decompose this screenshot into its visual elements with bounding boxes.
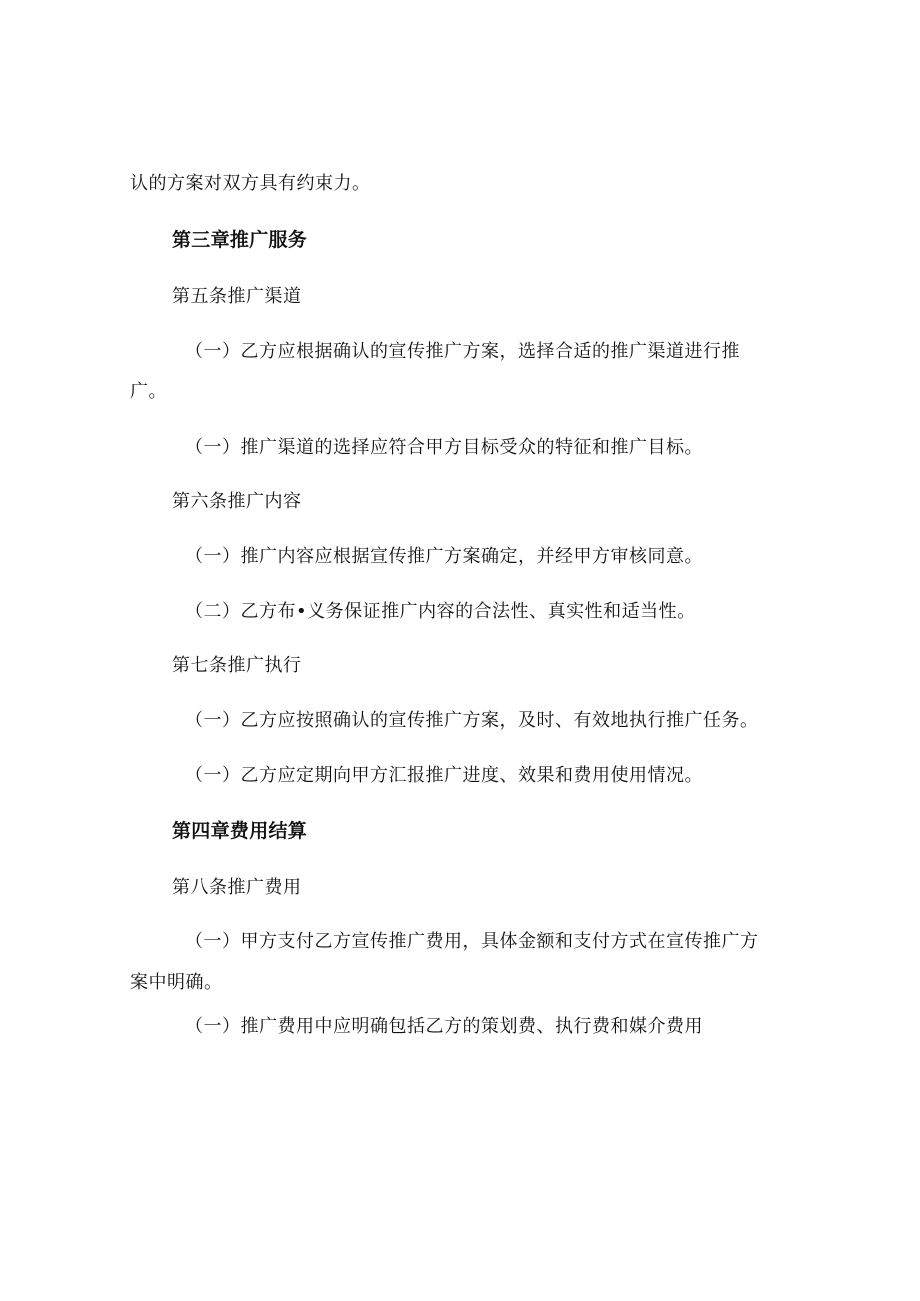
chapter-3-heading: 第三章推广服务 xyxy=(172,229,308,251)
paragraph-8-1: （一）甲方支付乙方宣传推广费用，具体金额和支付方式在宣传推广方 xyxy=(185,931,759,952)
paragraph-6-1: （一）推广内容应根据宣传推广方案确定，并经甲方审核同意。 xyxy=(185,546,703,567)
paragraph-5-1: （一）乙方应根据确认的宣传推广方案，选择合适的推广渠道进行推 xyxy=(185,341,740,362)
article-7-title: 第七条推广执行 xyxy=(172,655,302,676)
continuation-text: 认的方案对双方具有约束力。 xyxy=(130,173,371,194)
paragraph-5-1-continued: 广。 xyxy=(130,381,167,402)
article-8-title: 第八条推广费用 xyxy=(172,877,302,898)
article-5-title: 第五条推广渠道 xyxy=(172,286,302,307)
paragraph-7-2: （一）乙方应定期向甲方汇报推广进度、效果和费用使用情况。 xyxy=(185,765,703,786)
paragraph-7-1: （一）乙方应按照确认的宣传推广方案，及时、有效地执行推广任务。 xyxy=(185,710,759,731)
paragraph-6-2: （二）乙方布•义务保证推广内容的合法性、真实性和适当性。 xyxy=(185,601,696,622)
paragraph-5-2: （一）推广渠道的选择应符合甲方目标受众的特征和推广目标。 xyxy=(185,437,703,458)
paragraph-8-1-continued: 案中明确。 xyxy=(130,972,223,993)
paragraph-8-2: （一）推广费用中应明确包括乙方的策划费、执行费和媒介费用 xyxy=(185,1016,703,1037)
article-6-title: 第六条推广内容 xyxy=(172,491,302,512)
chapter-4-heading: 第四章费用结算 xyxy=(172,820,308,842)
